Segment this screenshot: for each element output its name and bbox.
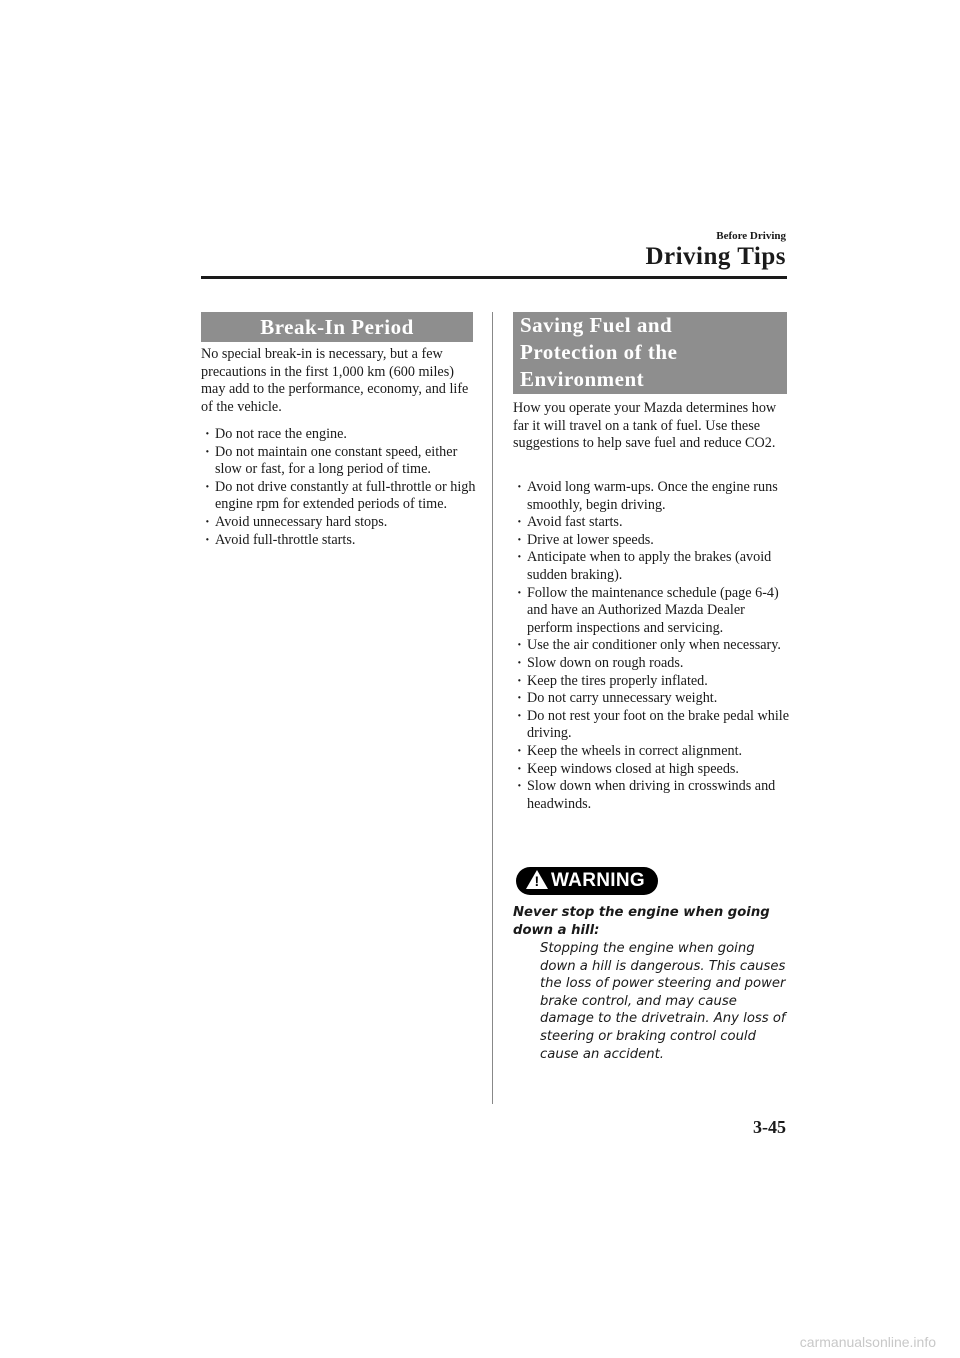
list-item: · Do not drive constantly at full-throttle or high engine rpm for extended periods of time. [201,479,477,514]
break-in-intro: No special break-in is necessary, but a few precautions in the first 1,000 km (600 miles) may add to the performance, economy, and life of the vehicle. [201,346,469,415]
list-item: · Do not carry unnecessary weight. [513,690,789,708]
break-in-heading: Break-In Period [201,312,473,342]
list-item: · Do not maintain one constant speed, either slow or fast, for a long period of time. [201,444,477,479]
list-item: · Do not race the engine. [201,426,477,444]
saving-fuel-intro: How you operate your Mazda determines how far it will travel on a tank of fuel. Use these suggestions to help save fuel and reduce CO2. [513,400,777,452]
list-item: · Slow down when driving in crosswinds and headwinds. [513,778,789,813]
warning-label: WARNING [551,870,645,891]
page-number: 3-45 [753,1117,786,1137]
list-item: · Keep the wheels in correct alignment. [513,743,789,761]
warning-title: Never stop the engine when going down a hill: [513,905,770,938]
section-label: Before Driving [716,230,786,242]
chapter-title: Driving Tips [645,243,786,270]
saving-fuel-heading [513,312,787,394]
list-item: · Do not rest your foot on the brake pedal while driving. [513,708,789,743]
break-in-list [201,426,477,549]
warning-body: Stopping the engine when going down a hill is dangerous. This causes the loss of power steering and power brake control, and may cause damage to the drivetrain. Any loss of steering or braking control could cause an accident. [540,941,786,1062]
heading-line: Saving Fuel and [520,313,673,337]
column-divider [492,312,493,1104]
list-item: · Keep the tires properly inflated. [513,673,789,691]
watermark: carmanualsonline.info [799,1334,936,1350]
list-item: · Avoid full-throttle starts. [201,532,477,550]
heading-line: Environment [520,367,645,391]
saving-fuel-list [513,479,789,813]
list-item: · Keep windows closed at high speeds. [513,761,789,779]
list-item: · Follow the maintenance schedule (page 6-4) and have an Authorized Mazda Dealer perform inspections and servicing. [513,585,789,638]
list-item: · Avoid fast starts. [513,514,789,532]
header-rule [201,276,787,279]
list-item: · Avoid unnecessary hard stops. [201,514,477,532]
list-item: · Use the air conditioner only when necessary. [513,637,789,655]
heading-line: Protection of the [520,340,678,364]
list-item: · Slow down on rough roads. [513,655,789,673]
list-item: · Drive at lower speeds. [513,532,789,550]
list-item: · Avoid long warm-ups. Once the engine runs smoothly, begin driving. [513,479,789,514]
list-item: · Anticipate when to apply the brakes (avoid sudden braking). [513,549,789,584]
warning-exclamation: ! [534,873,540,889]
warning-badge [516,867,658,895]
